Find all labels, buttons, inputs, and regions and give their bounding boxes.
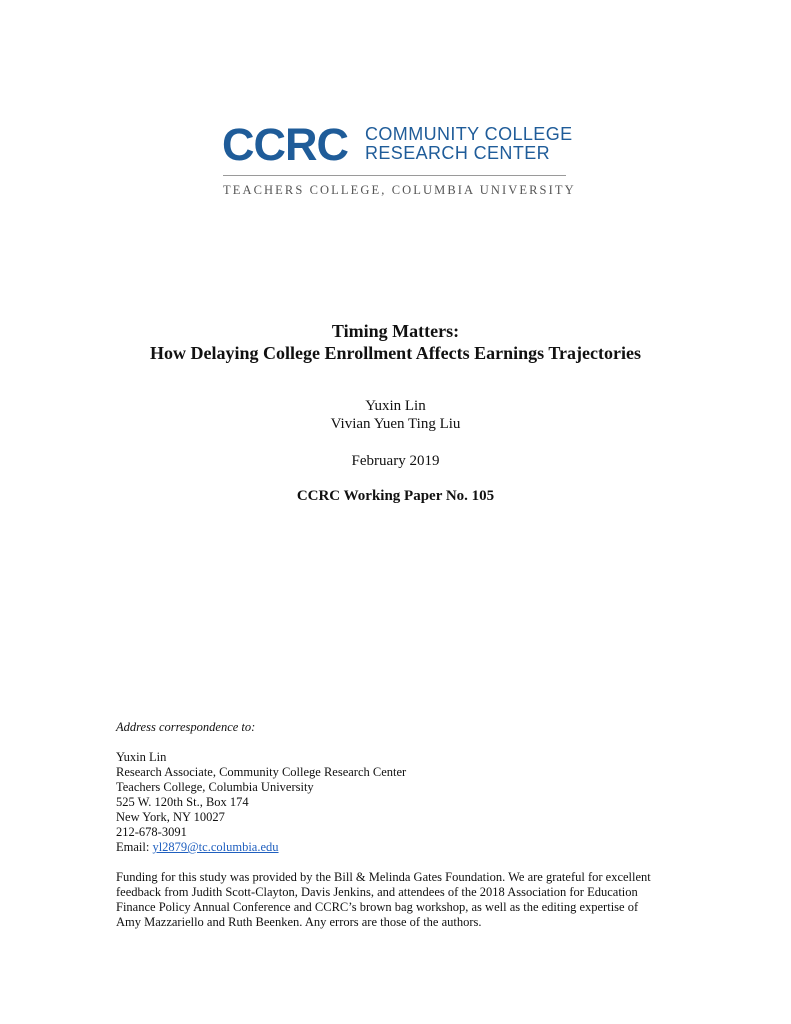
logo-mark: CCRC xyxy=(222,119,348,170)
logo-affiliation: TEACHERS COLLEGE, COLUMBIA UNIVERSITY xyxy=(223,183,576,197)
paper-title xyxy=(0,320,791,364)
funding-acknowledgement xyxy=(116,870,686,930)
correspondence-heading: Address correspondence to: xyxy=(116,720,256,734)
title-line2: How Delaying College Enrollment Affects Earnings Trajectories xyxy=(150,343,641,363)
address-line: New York, NY 10027 xyxy=(116,810,225,824)
email-link[interactable]: yl2879@tc.columbia.edu xyxy=(152,840,279,854)
email-line xyxy=(116,840,406,855)
address-line: 525 W. 120th St., Box 174 xyxy=(116,795,249,809)
address-line: Research Associate, Community College Research Center xyxy=(116,765,407,779)
funding-line: Amy Mazzariello and Ruth Beenken. Any errors are those of the authors. xyxy=(116,915,482,929)
funding-line: Finance Policy Annual Conference and CCRC’s brown bag workshop, as well as the editing expertise of xyxy=(116,900,639,914)
funding-line: Funding for this study was provided by the Bill & Melinda Gates Foundation. We are grateful for excellent xyxy=(116,870,651,884)
author-list xyxy=(0,397,791,433)
funding-line: feedback from Judith Scott-Clayton, Davis Jenkins, and attendees of the 2018 Association for Education xyxy=(116,885,638,899)
phone-number: 212-678-3091 xyxy=(116,825,187,839)
author-name: Vivian Yuen Ting Liu xyxy=(330,416,461,432)
address-line: Yuxin Lin xyxy=(116,750,167,764)
email-label: Email: xyxy=(116,840,153,854)
working-paper-number: CCRC Working Paper No. 105 xyxy=(296,488,495,504)
logo-name xyxy=(365,125,573,163)
title-line1: Timing Matters: xyxy=(331,321,460,341)
author-name: Yuxin Lin xyxy=(365,398,426,414)
logo-name-line2: RESEARCH CENTER xyxy=(365,143,551,163)
publication-date: February 2019 xyxy=(351,453,440,469)
ccrc-logo xyxy=(222,119,576,202)
address-line: Teachers College, Columbia University xyxy=(116,780,314,794)
logo-name-line1: COMMUNITY COLLEGE xyxy=(365,124,573,144)
logo-divider xyxy=(223,175,566,176)
correspondence-block xyxy=(116,720,406,855)
